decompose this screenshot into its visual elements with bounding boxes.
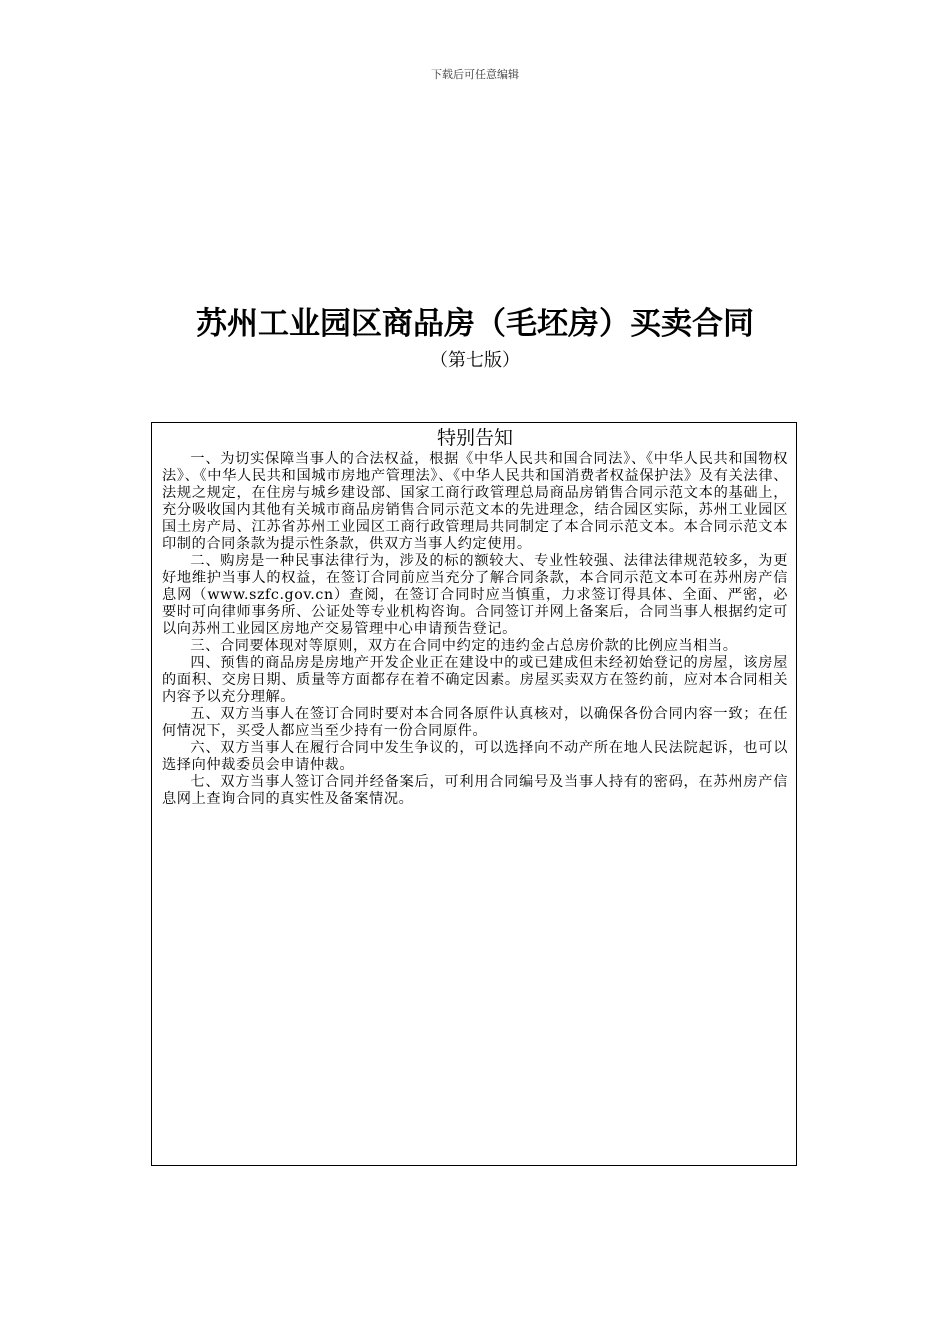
- notice-title: 特别告知: [436, 427, 513, 449]
- notice-paragraph-6: 六、双方当事人在履行合同中发生争议的，可以选择向不动产所在地人民法院起诉，也可以选择向仲裁委员会申请仲裁。: [162, 740, 788, 773]
- notice-paragraph-4: 四、预售的商品房是房地产开发企业正在建设中的或已建成但未经初始登记的房屋，该房屋的面积、交房日期、质量等方面都存在着不确定因素。房屋买卖双方在签约前，应对本合同相关内容予以充分理解。: [162, 655, 788, 705]
- notice-paragraph-1: 一、为切实保障当事人的合法权益，根据《中华人民共和国合同法》、《中华人民共和国物权法》、《中华人民共和国城市房地产管理法》、《中华人民共和国消费者权益保护法》及有关法律、法规之规定，在住房与城乡建设部、国家工商行政管理总局商品房销售合同示范文本的基础上，充分吸收国内其他有关城市商品房销售合同示范文本的先进理念，结合园区实际，苏州工业园区国土房产局、江苏省苏州工业园区工商行政管理局共同制定了本合同示范文本。本合同示范文本印制的合同条款为提示性条款，供双方当事人约定使用。: [162, 451, 788, 552]
- notice-paragraph-2: 二、购房是一种民事法律行为，涉及的标的额较大、专业性较强、法律法律规范较多，为更好地维护当事人的权益，在签订合同前应当充分了解合同条款，本合同示范文本可在苏州房产信息网（www.szfc.gov.cn）查阅，在签订合同时应当慎重，力求签订得具体、全面、严密，必要时可向律师事务所、公证处等专业机构咨询。合同签订并网上备案后，合同当事人根据约定可以向苏州工业园区房地产交易管理中心申请预告登记。: [162, 553, 788, 637]
- page-header-note: 下载后可任意编辑: [431, 68, 519, 81]
- document-title: 苏州工业园区商品房（毛坯房）买卖合同: [196, 306, 754, 342]
- notice-paragraph-7: 七、双方当事人签订合同并经备案后，可利用合同编号及当事人持有的密码，在苏州房产信息网上查询合同的真实性及备案情况。: [162, 774, 788, 807]
- notice-paragraph-5: 五、双方当事人在签订合同时要对本合同各原件认真核对，以确保各份合同内容一致；在任何情况下，买受人都应当至少持有一份合同原件。: [162, 706, 788, 739]
- document-subtitle: （第七版）: [430, 350, 520, 371]
- special-notice-box: [151, 422, 797, 1166]
- notice-paragraph-3: 三、合同要体现对等原则，双方在合同中约定的违约金占总房价款的比例应当相当。: [190, 638, 738, 654]
